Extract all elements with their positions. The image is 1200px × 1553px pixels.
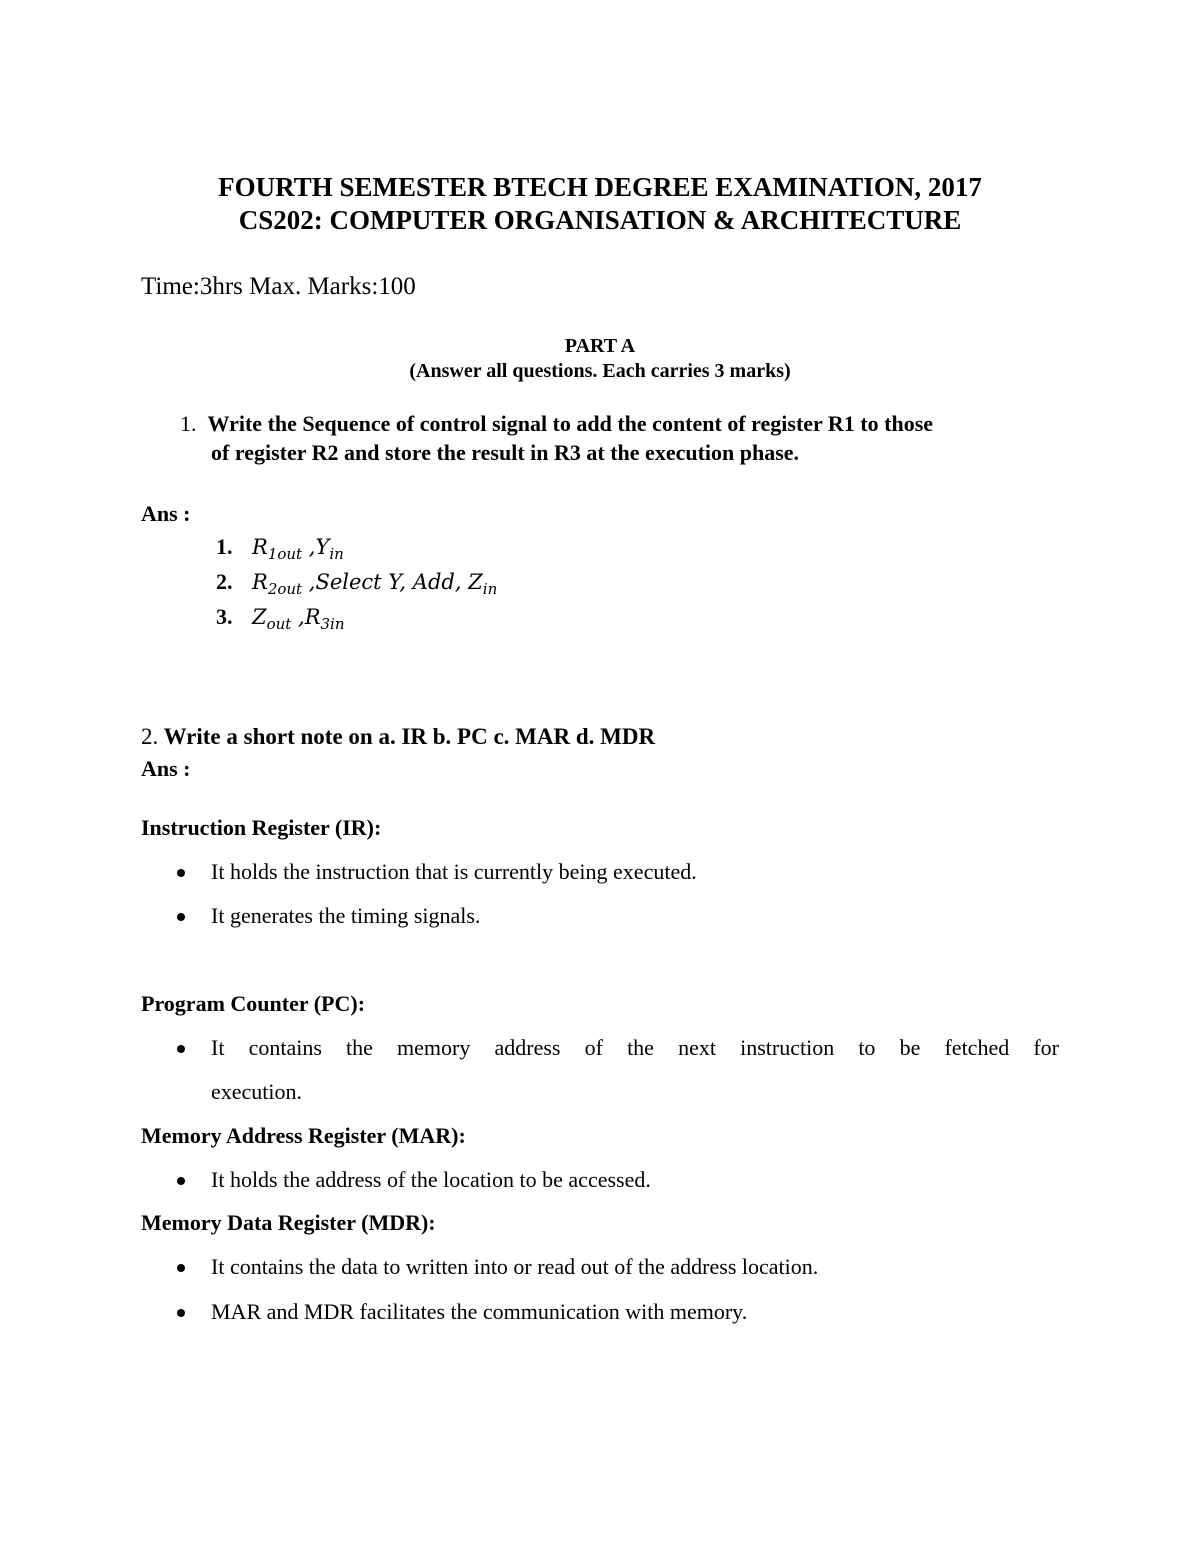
- question-1-text-line2: of register R2 and store the result in R3 at the execution phase.: [211, 440, 800, 465]
- question-1: [180, 411, 933, 437]
- answer-1-label: Ans :: [141, 501, 191, 526]
- answer-2-label: Ans :: [141, 756, 191, 781]
- ir-heading: Instruction Register (IR):: [141, 815, 382, 840]
- step-signals: $Z_{out}$ $,R_{3in}$: [252, 605, 345, 633]
- control-step: [216, 604, 345, 633]
- part-a-title: PART A: [564, 335, 636, 357]
- time-and-marks: Time:3hrs Max. Marks:100: [141, 273, 416, 300]
- step-number: 2.: [216, 569, 233, 594]
- ir-bullet: It holds the instruction that is currently being executed.: [211, 859, 697, 884]
- question-2-number: 2.: [141, 724, 159, 749]
- step-signals: $R_{1out}$ $,Y_{in}$: [252, 535, 344, 563]
- pc-bullet-line1: It contains the memory address of the next instruction to be fetched for: [211, 1035, 1059, 1060]
- control-step: [216, 534, 344, 563]
- step-number: 3.: [216, 604, 233, 629]
- control-step: [216, 569, 497, 598]
- mdr-heading: Memory Data Register (MDR):: [141, 1210, 436, 1235]
- exam-title: FOURTH SEMESTER BTECH DEGREE EXAMINATION, 2017: [218, 172, 982, 202]
- step-signals: $R_{2out}$ ,Select Y, Add, $Z_{in}$: [252, 570, 498, 598]
- mar-bullet: It holds the address of the location to be accessed.: [211, 1167, 651, 1192]
- pc-heading: Program Counter (PC):: [141, 991, 366, 1016]
- bullet-icon: [177, 1045, 185, 1053]
- mdr-bullet: MAR and MDR facilitates the communication with memory.: [211, 1299, 748, 1324]
- bullet-icon: [177, 869, 185, 877]
- question-1-number: 1.: [180, 411, 197, 436]
- bullet-icon: [177, 913, 185, 921]
- part-a-instructions: (Answer all questions. Each carries 3 marks): [409, 360, 791, 382]
- mar-heading: Memory Address Register (MAR):: [141, 1123, 466, 1148]
- bullet-icon: [177, 1177, 185, 1185]
- mdr-bullet: It contains the data to written into or read out of the address location.: [211, 1254, 819, 1279]
- question-2-text: Write a short note on a. IR b. PC c. MAR d. MDR: [158, 724, 656, 749]
- question-2: [141, 724, 655, 750]
- question-1-text-line1: Write the Sequence of control signal to add the content of register R1 to those: [207, 411, 934, 436]
- pc-bullet-line2: execution.: [211, 1079, 303, 1104]
- bullet-icon: [177, 1264, 185, 1272]
- step-number: 1.: [216, 534, 233, 559]
- bullet-icon: [177, 1309, 185, 1317]
- course-title: CS202: COMPUTER ORGANISATION & ARCHITECTURE: [238, 205, 962, 235]
- ir-bullet: It generates the timing signals.: [211, 903, 481, 928]
